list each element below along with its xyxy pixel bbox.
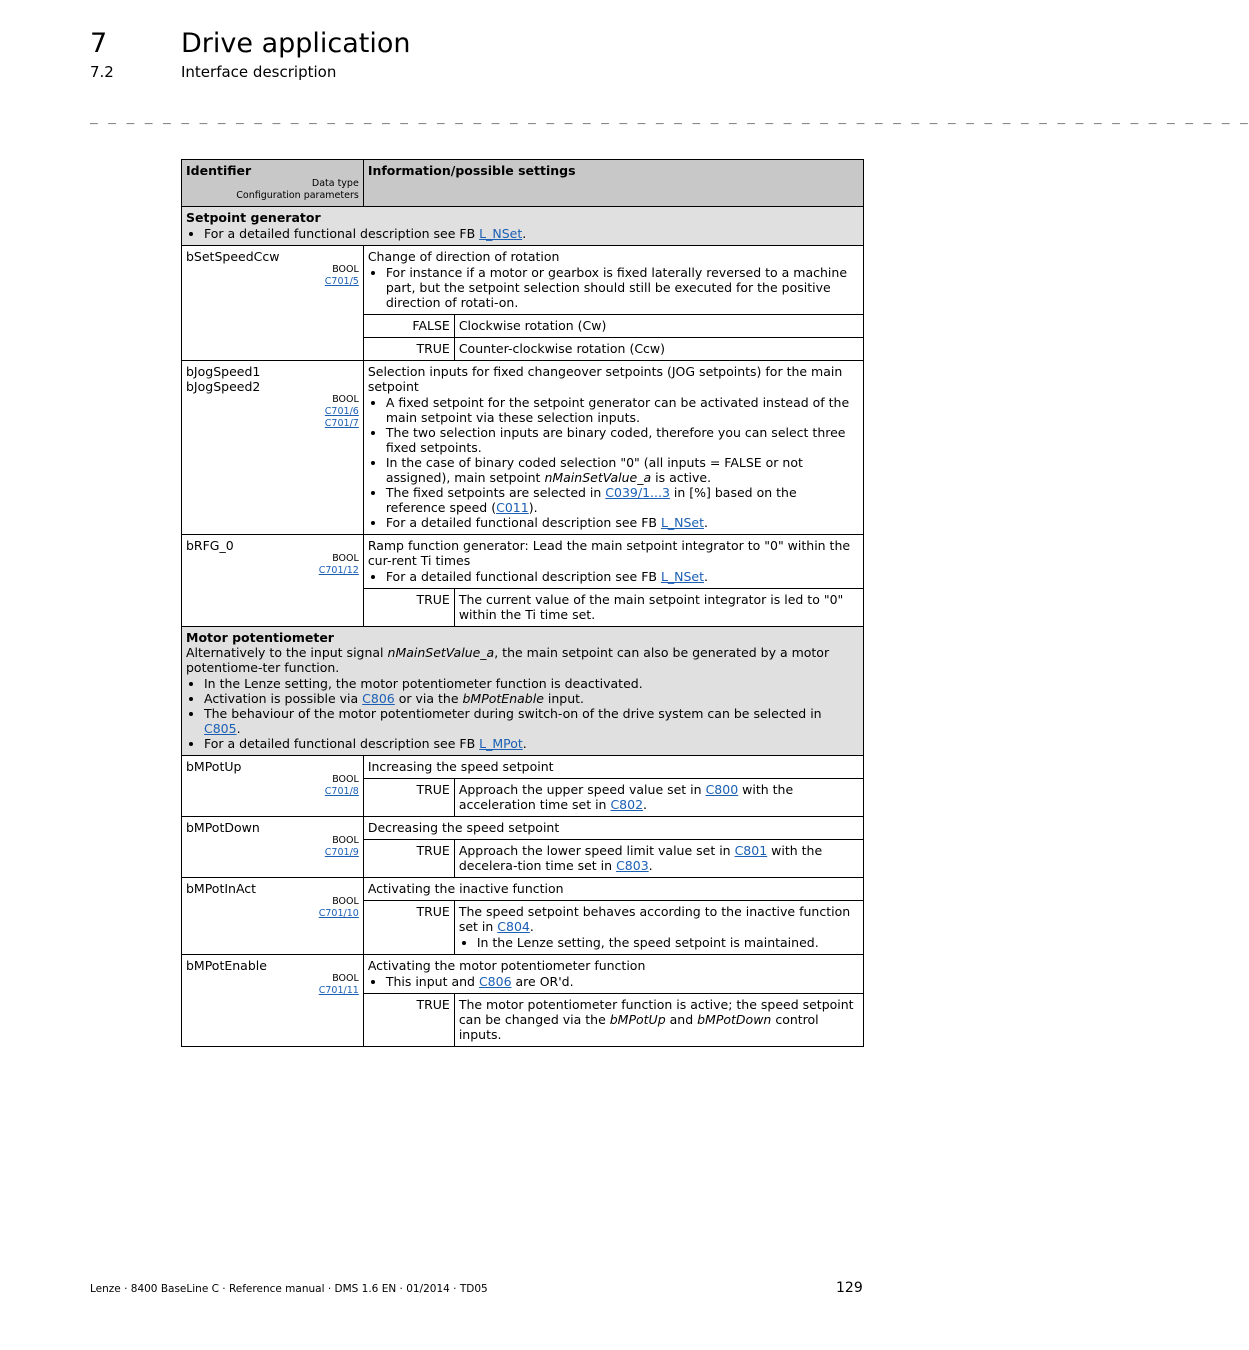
description: Increasing the speed setpoint <box>367 759 554 774</box>
list-item: • In the case of binary coded selection "0" (all inputs = FALSE or not assigned), main setpoint nMainSetValue_a is active. <box>386 455 859 485</box>
list-item: • For a detailed functional description see FB L_NSet. <box>386 569 859 584</box>
list-item: • For a detailed functional description see FB L_NSet. <box>204 226 859 241</box>
identifier-cell <box>182 756 364 817</box>
value-desc: Clockwise rotation (Cw) <box>454 315 863 338</box>
header-info-cell <box>363 160 863 207</box>
value-cell: TRUE <box>364 589 455 627</box>
param-link[interactable]: C701/9 <box>324 847 359 858</box>
link-c805[interactable]: C805 <box>204 721 237 736</box>
description: Ramp function generator: Lead the main setpoint integrator to "0" within the cur-rent Ti times <box>367 538 851 568</box>
value-desc: The motor potentiometer function is active; the speed setpoint can be changed via the bMPotUp and bMPotDown control inputs. <box>454 994 863 1047</box>
value-desc: Approach the lower speed limit value set in C801 with the decelera-tion time set in C803. <box>454 840 863 878</box>
group-row-motor-pot <box>182 627 864 756</box>
link-c803[interactable]: C803 <box>616 858 649 873</box>
param-link[interactable]: C701/8 <box>324 786 359 797</box>
identifier-name: bMPotEnable <box>186 958 267 973</box>
group-title: Setpoint generator <box>186 210 321 225</box>
interface-table <box>181 159 864 1047</box>
data-type: BOOL <box>332 896 359 907</box>
group-cell-motor-pot <box>182 627 864 756</box>
list-item: • The behaviour of the motor potentiometer during switch-on of the drive system can be selected in C805. <box>204 706 859 736</box>
identifier-name: bMPotDown <box>186 820 260 835</box>
data-type: BOOL <box>332 553 359 564</box>
group-cell-setpoint <box>182 207 864 246</box>
data-type: BOOL <box>332 973 359 984</box>
param-link[interactable]: C701/6 <box>324 406 359 417</box>
param-link[interactable]: C701/12 <box>318 565 359 576</box>
data-type: BOOL <box>332 835 359 846</box>
table-row <box>182 955 864 1047</box>
identifier-name: bRFG_0 <box>186 538 234 553</box>
value-cell: TRUE <box>364 901 455 955</box>
list-item: • In the Lenze setting, the motor potentiometer function is deactivated. <box>204 676 859 691</box>
info-cell <box>363 878 863 955</box>
identifier-name: bMPotUp <box>186 759 242 774</box>
data-type: BOOL <box>332 394 359 405</box>
link-c804[interactable]: C804 <box>497 919 530 934</box>
table-row <box>182 361 864 535</box>
info-cell <box>363 535 863 627</box>
footer-doc-info: Lenze · 8400 BaseLine C · Reference manual · DMS 1.6 EN · 01/2014 · TD05 <box>90 1283 488 1295</box>
group-row-setpoint <box>182 207 864 246</box>
table-row <box>182 535 864 627</box>
page-number: 129 <box>836 1280 863 1296</box>
link-c039[interactable]: C039/1...3 <box>605 485 670 500</box>
header-rule: _ _ _ _ _ _ _ _ _ _ _ _ _ _ _ _ _ _ _ _ _ _ _ _ _ _ _ _ _ _ _ _ _ _ _ _ _ _ _ _ _ _ _ _ _ _ _ _ _ _ _ _ _ _ _ _ _ _ _ _ _ _ _ _ <box>90 110 1249 125</box>
list-item: • This input and C806 are OR'd. <box>386 974 859 989</box>
identifier-cell <box>182 361 364 535</box>
col1-sub-datatype: Data type <box>311 178 359 189</box>
list-item: • For a detailed functional description see FB L_MPot. <box>204 736 859 751</box>
link-c801[interactable]: C801 <box>734 843 768 858</box>
param-link[interactable]: C701/11 <box>318 985 359 996</box>
link-l-nset[interactable]: L_NSet <box>660 515 705 530</box>
value-cell: TRUE <box>364 994 455 1047</box>
info-cell <box>363 817 863 878</box>
identifier-name: bSetSpeedCcw <box>186 249 280 264</box>
data-type: BOOL <box>332 774 359 785</box>
link-c011[interactable]: C011 <box>496 500 529 515</box>
identifier-cell <box>182 878 364 955</box>
value-cell: FALSE <box>364 315 455 338</box>
param-link[interactable]: C701/10 <box>318 908 359 919</box>
link-c806[interactable]: C806 <box>478 974 512 989</box>
description: Decreasing the speed setpoint <box>367 820 560 835</box>
description: Change of direction of rotation <box>367 249 560 264</box>
description: Activating the inactive function <box>367 881 564 896</box>
info-cell <box>363 361 863 535</box>
list-item: • For a detailed functional description see FB L_NSet. <box>386 515 859 530</box>
section-number: 7.2 <box>90 63 114 81</box>
value-desc: Approach the upper speed value set in C800 with the acceleration time set in C802. <box>454 779 863 817</box>
list-item: • Activation is possible via C806 or via the bMPotEnable input. <box>204 691 859 706</box>
link-c800[interactable]: C800 <box>705 782 739 797</box>
value-cell: TRUE <box>364 779 455 817</box>
identifier-name: bJogSpeed2 <box>186 379 261 394</box>
value-desc: The current value of the main setpoint integrator is led to "0" within the Ti time set. <box>454 589 863 627</box>
list-item: • The fixed setpoints are selected in C039/1...3 in [%] based on the reference speed (C011). <box>386 485 859 515</box>
info-cell <box>363 756 863 817</box>
col2-title: Information/possible settings <box>367 163 576 178</box>
table-row <box>182 246 864 361</box>
link-l-nset[interactable]: L_NSet <box>660 569 705 584</box>
data-type: BOOL <box>332 264 359 275</box>
list-item: • In the Lenze setting, the speed setpoint is maintained. <box>477 935 859 950</box>
identifier-name: bJogSpeed1 <box>186 364 261 379</box>
group-title: Motor potentiometer <box>186 630 334 645</box>
description: Activating the motor potentiometer function <box>367 958 646 973</box>
identifier-cell <box>182 955 364 1047</box>
identifier-cell <box>182 535 364 627</box>
value-desc: The speed setpoint behaves according to the inactive function set in C804. • In the Lenze setting, the speed setpoint is maintained. <box>454 901 863 955</box>
info-cell <box>363 955 863 1047</box>
link-l-nset[interactable]: L_NSet <box>479 226 523 241</box>
param-link[interactable]: C701/7 <box>324 418 359 429</box>
table-row <box>182 878 864 955</box>
value-cell: TRUE <box>364 840 455 878</box>
col1-sub-config: Configuration parameters <box>236 190 359 201</box>
section-title: Interface description <box>181 63 337 81</box>
link-c806[interactable]: C806 <box>362 691 395 706</box>
chapter-number: 7 <box>90 28 108 59</box>
identifier-name: bMPotInAct <box>186 881 257 896</box>
identifier-cell <box>182 246 364 361</box>
table-header-row <box>182 160 864 207</box>
header-identifier-cell <box>182 160 364 207</box>
value-desc: Counter-clockwise rotation (Ccw) <box>454 338 863 361</box>
link-l-mpot[interactable]: L_MPot <box>479 736 523 751</box>
col1-title: Identifier <box>186 163 252 178</box>
identifier-cell <box>182 817 364 878</box>
table-row <box>182 756 864 817</box>
list-item: • For instance if a motor or gearbox is fixed laterally reversed to a machine part, but the setpoint selection should still be executed for the positive direction of rotati-on. <box>386 265 859 310</box>
list-item: • The two selection inputs are binary coded, therefore you can select three fixed setpoints. <box>386 425 859 455</box>
table-row <box>182 817 864 878</box>
value-cell: TRUE <box>364 338 455 361</box>
group-text: Alternatively to the input signal nMainSetValue_a, the main setpoint can also be generated by a motor potentiome-ter function. <box>186 645 830 675</box>
list-item: • A fixed setpoint for the setpoint generator can be activated instead of the main setpoint via these selection inputs. <box>386 395 859 425</box>
link-c802[interactable]: C802 <box>610 797 644 812</box>
chapter-title: Drive application <box>181 28 411 59</box>
param-link[interactable]: C701/5 <box>324 276 359 287</box>
info-cell <box>363 246 863 361</box>
description: Selection inputs for fixed changeover setpoints (JOG setpoints) for the main setpoint <box>367 364 843 394</box>
